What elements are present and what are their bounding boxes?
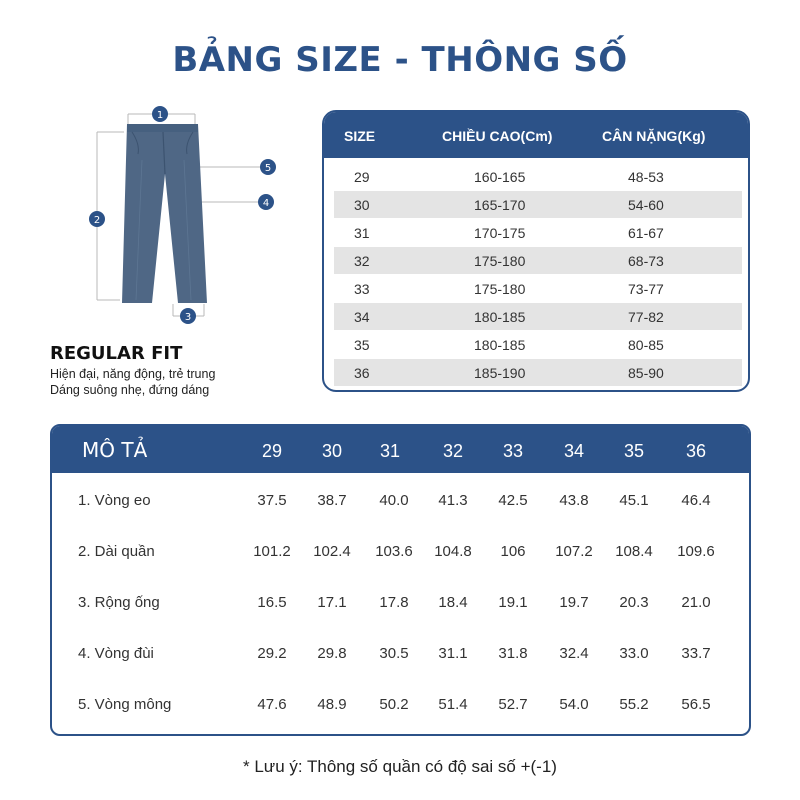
size-cell: 32: [354, 253, 370, 269]
value-cell: 30.5: [379, 645, 409, 662]
weight-cell: 85-90: [628, 365, 664, 381]
pants-shape: [122, 124, 207, 303]
size-row: [334, 163, 742, 190]
value-cell: 19.7: [559, 594, 589, 611]
size-row: [334, 331, 742, 358]
value-cell: 33.7: [681, 645, 711, 662]
size-cell: 30: [354, 197, 370, 213]
value-cell: 108.4: [615, 543, 653, 560]
value-cell: 51.4: [438, 696, 468, 713]
value-cell: 48.9: [317, 696, 347, 713]
value-cell: 31.8: [498, 645, 528, 662]
size-cell: 35: [354, 337, 370, 353]
value-cell: 21.0: [681, 594, 711, 611]
value-cell: 55.2: [619, 696, 649, 713]
size-cell: 31: [354, 225, 370, 241]
size-table-header: [324, 112, 748, 158]
size-row: [334, 275, 742, 302]
size-row: [334, 191, 742, 218]
value-cell: 40.0: [379, 492, 409, 509]
value-cell: 103.6: [375, 543, 413, 560]
marker-1-label: 1: [156, 110, 164, 121]
height-cell: 175-180: [474, 253, 526, 269]
value-cell: 45.1: [619, 492, 649, 509]
value-cell: 38.7: [317, 492, 347, 509]
size-cell: 34: [354, 309, 370, 325]
value-cell: 46.4: [681, 492, 711, 509]
height-cell: 165-170: [474, 197, 526, 213]
size-table: [322, 110, 750, 392]
header-height: CHIỀU CAO(Cm): [442, 128, 553, 144]
height-cell: 175-180: [474, 281, 526, 297]
value-cell: 54.0: [559, 696, 589, 713]
value-cell: 16.5: [257, 594, 287, 611]
weight-cell: 48-53: [628, 169, 664, 185]
value-cell: 52.7: [498, 696, 528, 713]
description-table: [50, 424, 751, 736]
value-cell: 102.4: [313, 543, 351, 560]
header-size-33: 33: [502, 441, 524, 461]
weight-cell: 77-82: [628, 309, 664, 325]
description-row: [52, 594, 749, 624]
weight-cell: 73-77: [628, 281, 664, 297]
row-label: 3. Rộng ống: [78, 594, 160, 611]
fit-description-2: Dáng suông nhẹ, đứng dáng: [50, 383, 210, 397]
value-cell: 18.4: [438, 594, 468, 611]
value-cell: 17.8: [379, 594, 409, 611]
size-cell: 36: [354, 365, 370, 381]
header-size-29: 29: [261, 441, 283, 461]
height-cell: 170-175: [474, 225, 526, 241]
value-cell: 31.1: [438, 645, 468, 662]
marker-5-label: 5: [264, 163, 272, 174]
size-row: [334, 359, 742, 386]
row-label: 5. Vòng mông: [78, 696, 172, 713]
value-cell: 33.0: [619, 645, 649, 662]
description-row: [52, 492, 749, 522]
header-description: MÔ TẢ: [82, 438, 148, 462]
header-size-32: 32: [442, 441, 464, 461]
size-row: [334, 303, 742, 330]
size-cell: 33: [354, 281, 370, 297]
weight-cell: 61-67: [628, 225, 664, 241]
header-size-34: 34: [563, 441, 585, 461]
header-size-36: 36: [685, 441, 707, 461]
height-cell: 180-185: [474, 337, 526, 353]
row-label: 2. Dài quần: [78, 543, 155, 560]
row-label: 1. Vòng eo: [78, 492, 151, 509]
pants-diagram: [80, 100, 290, 330]
value-cell: 109.6: [677, 543, 715, 560]
value-cell: 32.4: [559, 645, 589, 662]
size-row: [334, 219, 742, 246]
row-label: 4. Vòng đùi: [78, 645, 154, 662]
value-cell: 29.8: [317, 645, 347, 662]
value-cell: 107.2: [555, 543, 593, 560]
marker-2-label: 2: [93, 215, 101, 226]
marker-3-label: 3: [184, 312, 192, 323]
height-cell: 160-165: [474, 169, 526, 185]
size-row: [334, 247, 742, 274]
header-size-30: 30: [321, 441, 343, 461]
height-cell: 180-185: [474, 309, 526, 325]
description-row: [52, 696, 749, 726]
marker-4-label: 4: [262, 198, 270, 209]
value-cell: 42.5: [498, 492, 528, 509]
value-cell: 47.6: [257, 696, 287, 713]
description-row: [52, 645, 749, 675]
value-cell: 50.2: [379, 696, 409, 713]
pants-illustration: [80, 100, 290, 330]
header-size: SIZE: [344, 128, 376, 144]
size-cell: 29: [354, 169, 370, 185]
weight-cell: 80-85: [628, 337, 664, 353]
value-cell: 104.8: [434, 543, 472, 560]
fit-description-1: Hiện đại, năng động, trẻ trung: [50, 367, 216, 381]
value-cell: 29.2: [257, 645, 287, 662]
header-weight: CÂN NẶNG(Kg): [602, 128, 706, 144]
header-size-35: 35: [623, 441, 645, 461]
value-cell: 101.2: [253, 543, 291, 560]
value-cell: 41.3: [438, 492, 468, 509]
description-table-header: [52, 426, 749, 473]
page-title: BẢNG SIZE - THÔNG SỐ: [172, 40, 628, 80]
value-cell: 17.1: [317, 594, 347, 611]
value-cell: 20.3: [619, 594, 649, 611]
description-row: [52, 543, 749, 573]
weight-cell: 54-60: [628, 197, 664, 213]
fit-title: REGULAR FIT: [50, 343, 183, 364]
height-cell: 185-190: [474, 365, 526, 381]
value-cell: 56.5: [681, 696, 711, 713]
value-cell: 19.1: [498, 594, 528, 611]
weight-cell: 68-73: [628, 253, 664, 269]
tolerance-note: * Lưu ý: Thông số quần có độ sai số +(-1): [243, 757, 557, 776]
value-cell: 37.5: [257, 492, 287, 509]
value-cell: 43.8: [559, 492, 589, 509]
value-cell: 106: [500, 543, 526, 560]
header-size-31: 31: [379, 441, 401, 461]
